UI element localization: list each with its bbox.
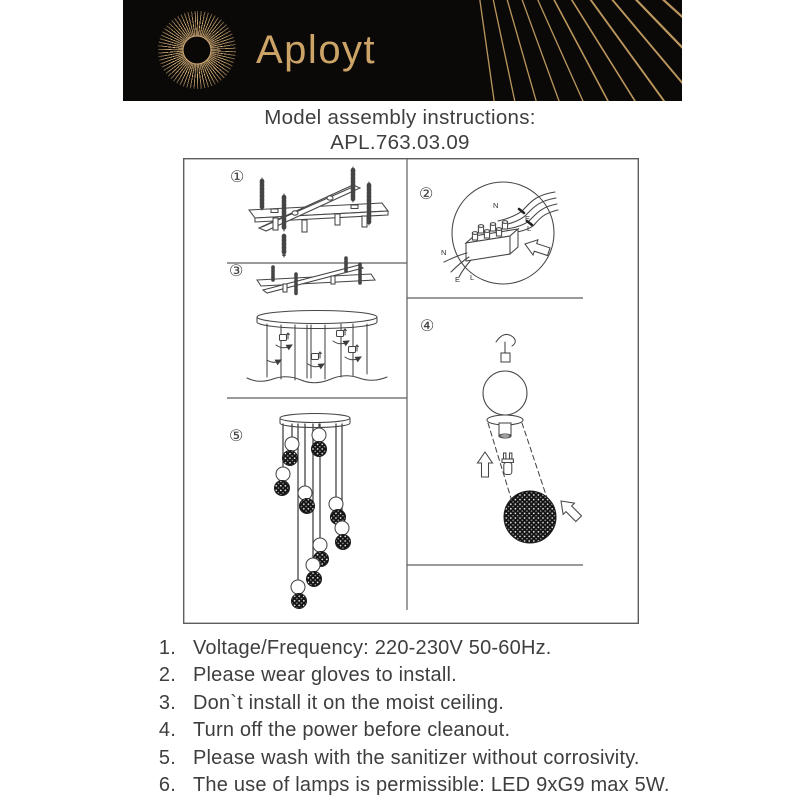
step-3-badge: ③ <box>229 263 244 280</box>
diagram-grid <box>184 159 639 624</box>
model-number: APL.763.03.09 <box>330 131 470 154</box>
up-arrow-icon <box>478 452 493 477</box>
step-1-badge: ① <box>230 169 245 186</box>
item-number: 4. <box>158 719 176 742</box>
brand-banner <box>123 0 682 101</box>
wire-label-e-in: E <box>525 214 531 223</box>
step-5-badge: ⑤ <box>229 428 244 445</box>
wire-label-e-out: E <box>455 275 461 284</box>
item-text: Please wear gloves to install. <box>193 664 457 687</box>
list-item <box>152 690 692 717</box>
item-text: Turn off the power before cleanout. <box>193 719 511 742</box>
step-2-badge: ② <box>419 186 434 203</box>
item-number: 2. <box>158 664 176 687</box>
list-item <box>152 662 692 689</box>
document-heading <box>0 105 800 155</box>
item-text: The use of lamps is permissible: LED 9xG9 max 5W. <box>193 774 670 797</box>
list-item <box>152 717 692 744</box>
attach-arrow-icon <box>555 495 584 524</box>
list-item <box>152 745 692 772</box>
item-text: Don`t install it on the moist ceiling. <box>193 691 505 714</box>
list-item <box>152 772 692 799</box>
wire-label-l-in: L <box>527 224 532 233</box>
crystal-ball-shade <box>504 491 556 543</box>
list-item <box>152 635 692 662</box>
step5-chandelier-drawing <box>275 414 351 609</box>
g9-bulb-icon <box>502 453 513 475</box>
instructions-list <box>152 635 692 799</box>
wire-label-n-out: N <box>441 248 447 257</box>
step2-wiring-drawing <box>441 182 558 284</box>
item-text: Please wash with the sanitizer without corrosivity. <box>193 746 640 769</box>
step-4-badge: ④ <box>420 318 435 335</box>
assembly-diagram <box>183 158 639 624</box>
step4-shade-drawing <box>478 334 585 543</box>
item-number: 6. <box>158 774 176 797</box>
wire-label-n-in: N <box>493 201 499 210</box>
step1-bracket-drawing <box>249 167 388 257</box>
step3-canopy-drawing <box>247 258 387 383</box>
item-number: 1. <box>158 637 176 659</box>
item-number: 5. <box>158 746 176 769</box>
item-text: Voltage/Frequency: 220-230V 50-60Hz. <box>193 637 552 659</box>
brand-name: Aployt <box>256 28 377 72</box>
page-title: Model assembly instructions: <box>264 106 536 129</box>
wire-label-l-out: L <box>470 273 475 282</box>
item-number: 3. <box>158 691 176 714</box>
